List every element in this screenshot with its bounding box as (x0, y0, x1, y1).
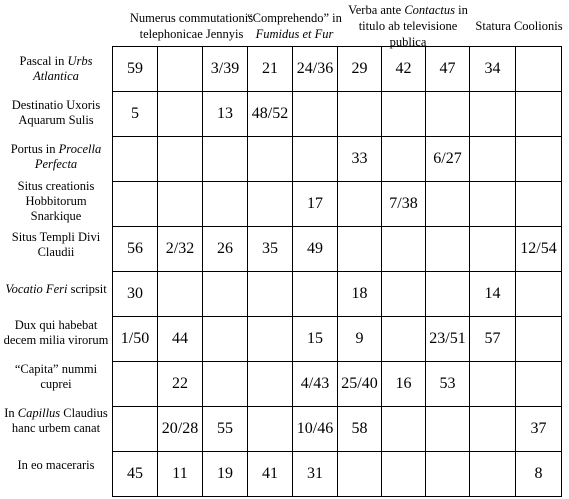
grid-cell (470, 362, 516, 407)
grid-cell (426, 227, 470, 272)
table-row (113, 272, 562, 317)
grid-cell: 11 (158, 452, 203, 497)
column-header-text: Verba ante Contactus in titulo ab televisione publica (348, 3, 468, 49)
grid-cell (338, 92, 382, 137)
grid-cell: 7/38 (382, 182, 426, 227)
grid-cell: 14 (470, 272, 516, 317)
grid-cell: 48/52 (248, 92, 293, 137)
grid-cell (158, 137, 203, 182)
column-header-text: Statura Coolionis (475, 19, 563, 33)
grid-cell (293, 92, 338, 137)
grid-cell (203, 137, 248, 182)
grid-cell (426, 272, 470, 317)
grid-cell (113, 407, 158, 452)
grid-cell: 41 (248, 452, 293, 497)
table-row (113, 452, 562, 497)
grid-cell (113, 182, 158, 227)
row-label: In eo maceraris (17, 457, 95, 472)
grid-cell (382, 407, 426, 452)
grid-cell (248, 137, 293, 182)
grid-cell: 8 (516, 452, 562, 497)
grid-cell: 35 (248, 227, 293, 272)
grid-cell: 20/28 (158, 407, 203, 452)
grid-cell: 15 (293, 317, 338, 362)
grid-cell (248, 182, 293, 227)
grid-cell (113, 362, 158, 407)
row-label: Portus in Procella Perfecta (10, 142, 102, 171)
grid-cell (338, 452, 382, 497)
grid-cell: 47 (426, 47, 470, 92)
grid-cell: 19 (203, 452, 248, 497)
grid-cell (470, 137, 516, 182)
grid-cell (516, 272, 562, 317)
grid-cell: 31 (293, 452, 338, 497)
table-row (113, 227, 562, 272)
row-label: Destinatio Uxoris Aquarum Sulis (11, 98, 101, 127)
grid-cell: 29 (338, 47, 382, 92)
grid-cell (382, 137, 426, 182)
grid-cell: 42 (382, 47, 426, 92)
grid-cell (293, 137, 338, 182)
grid-cell: 4/43 (293, 362, 338, 407)
grid-cell: 22 (158, 362, 203, 407)
row-label: In Capillus Claudius hanc urbem canat (4, 406, 108, 435)
grid-cell: 30 (113, 272, 158, 317)
grid-cell: 5 (113, 92, 158, 137)
grid-cell (338, 227, 382, 272)
grid-cell (470, 92, 516, 137)
grid-cell (203, 272, 248, 317)
grid-cell (382, 92, 426, 137)
grid-cell: 37 (516, 407, 562, 452)
grid-cell (113, 137, 158, 182)
row-label: Situs creationis Hobbitorum Snarkique (17, 178, 95, 223)
grid-cell (158, 182, 203, 227)
grid-cell: 33 (338, 137, 382, 182)
row-label: Dux qui habebat decem milia virorum (3, 318, 109, 347)
column-header-text: “Comprehendo” in Fumidus et Fur (247, 11, 342, 41)
grid-cell: 12/54 (516, 227, 562, 272)
grid-cell (203, 182, 248, 227)
grid-cell (158, 272, 203, 317)
grid-cell (158, 92, 203, 137)
grid-cell: 49 (293, 227, 338, 272)
table-row (113, 362, 562, 407)
grid-cell: 21 (248, 47, 293, 92)
grid-cell: 53 (426, 362, 470, 407)
grid-cell: 45 (113, 452, 158, 497)
grid-cell (470, 227, 516, 272)
grid-cell: 16 (382, 362, 426, 407)
grid-cell: 13 (203, 92, 248, 137)
grid-cell: 17 (293, 182, 338, 227)
grid-cell: 56 (113, 227, 158, 272)
table-row (113, 92, 562, 137)
grid-cell: 25/40 (338, 362, 382, 407)
grid-cell: 57 (470, 317, 516, 362)
grid-cell: 59 (113, 47, 158, 92)
grid-cell (516, 137, 562, 182)
grid-cell (516, 362, 562, 407)
row-label: Vocatio Feri scripsit (5, 281, 107, 296)
grid-cell (382, 227, 426, 272)
grid-cell (382, 317, 426, 362)
grid-cell: 26 (203, 227, 248, 272)
table-row (113, 47, 562, 92)
grid-cell (248, 272, 293, 317)
grid-cell (158, 47, 203, 92)
grid-cell (426, 452, 470, 497)
grid-cell (470, 407, 516, 452)
row-label: Situs Templi Divi Claudii (11, 230, 101, 259)
table-row (113, 407, 562, 452)
grid-cell: 24/36 (293, 47, 338, 92)
grid-cell (470, 182, 516, 227)
grid-cell: 3/39 (203, 47, 248, 92)
grid-cell (426, 92, 470, 137)
grid-cell (426, 182, 470, 227)
grid-cell: 18 (338, 272, 382, 317)
grid-cell (203, 317, 248, 362)
table-row (113, 182, 562, 227)
row-label: “Capita” nummi cuprei (14, 362, 98, 391)
row-label: Pascal in Urbs Atlantica (19, 54, 93, 83)
grid-cell (516, 182, 562, 227)
grid-cell: 34 (470, 47, 516, 92)
grid-cell (293, 272, 338, 317)
grid-cell (203, 362, 248, 407)
puzzle-grid (112, 5, 562, 497)
grid-cell (426, 407, 470, 452)
grid-cell (248, 362, 293, 407)
grid-cell: 6/27 (426, 137, 470, 182)
grid-cell (382, 452, 426, 497)
table-row (113, 137, 562, 182)
grid-cell: 10/46 (293, 407, 338, 452)
grid-cell: 55 (203, 407, 248, 452)
grid-cell (248, 317, 293, 362)
column-header-text: Numerus commutationis telephonicae Jennyis (129, 11, 254, 41)
grid-cell (516, 47, 562, 92)
grid-cell (516, 317, 562, 362)
grid-cell: 9 (338, 317, 382, 362)
grid-cell (382, 272, 426, 317)
grid-cell (248, 407, 293, 452)
grid-cell (338, 182, 382, 227)
grid-cell (470, 452, 516, 497)
table-row (113, 317, 562, 362)
grid-cell: 58 (338, 407, 382, 452)
grid-cell: 23/51 (426, 317, 470, 362)
grid-cell (516, 92, 562, 137)
grid-cell: 44 (158, 317, 203, 362)
grid-cell: 1/50 (113, 317, 158, 362)
grid-cell: 2/32 (158, 227, 203, 272)
